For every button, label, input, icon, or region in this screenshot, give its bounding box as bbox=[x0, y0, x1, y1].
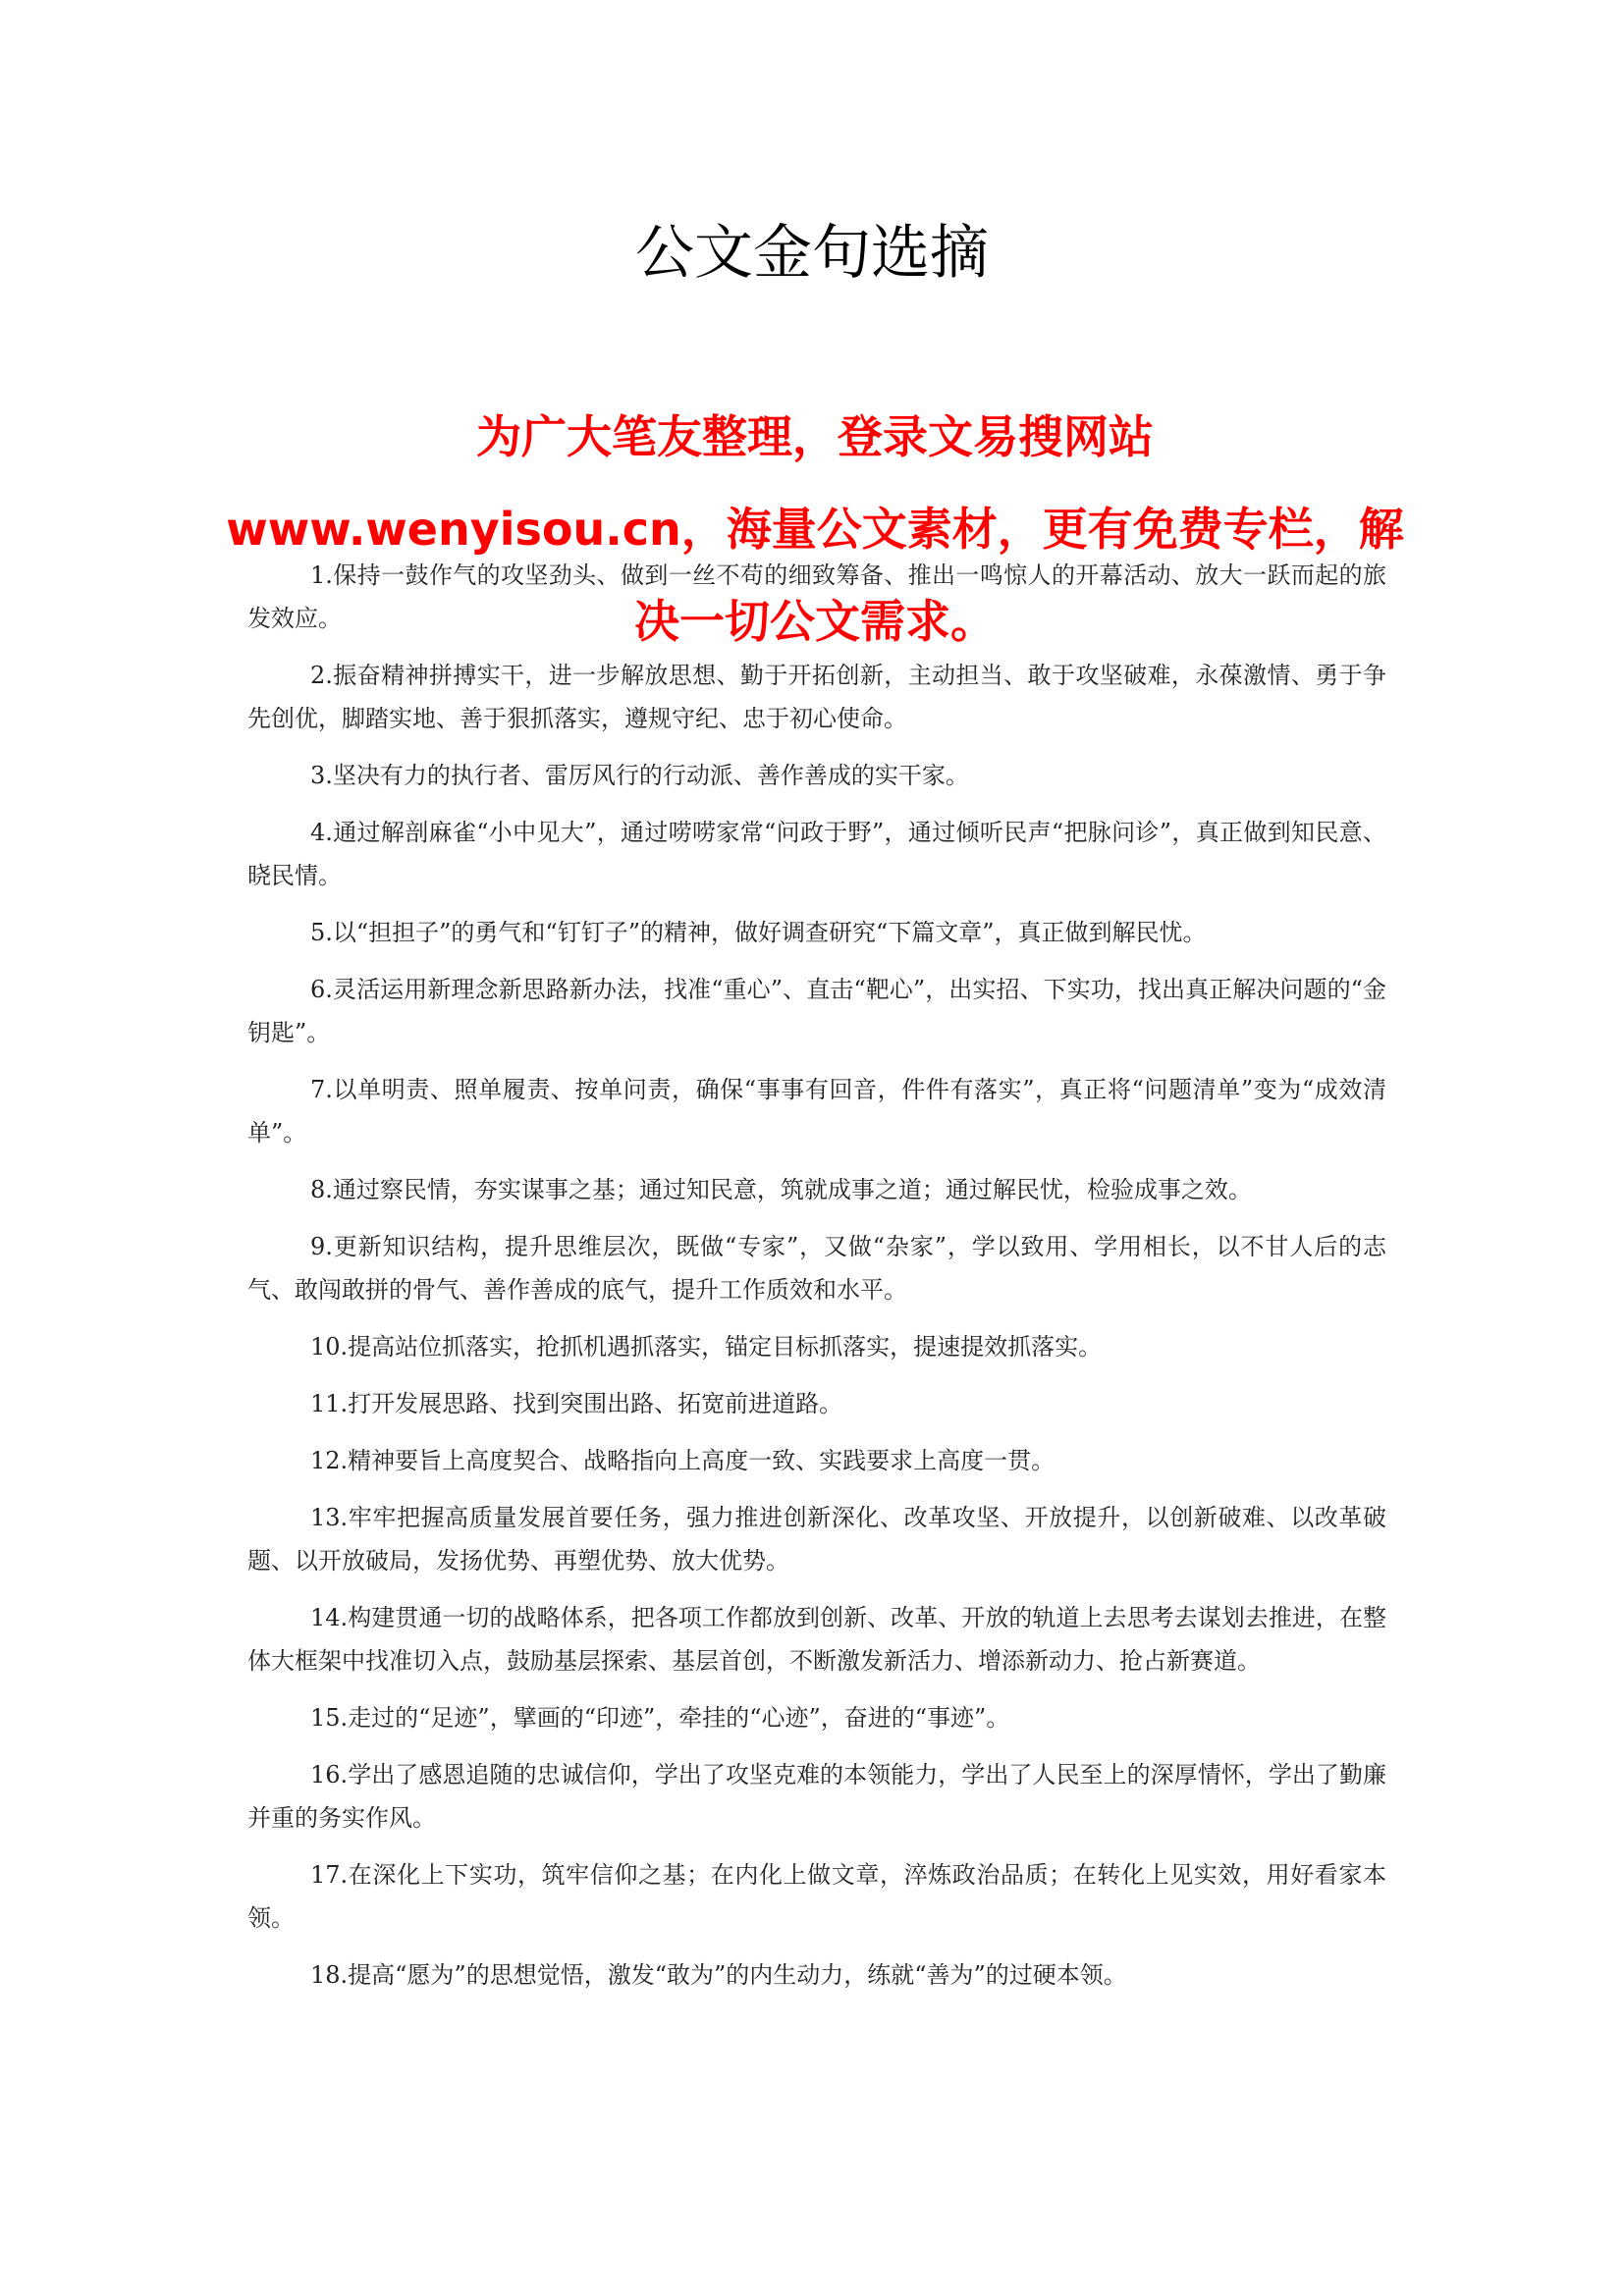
quote-item: 3.坚决有力的执行者、雷厉风行的行动派、善作善成的实干家。 bbox=[310, 762, 969, 789]
quote-item: 17.在深化上下实功，筑牢信仰之基；在内化上做文章，淬炼政治品质；在转化上见实效，用好看家本领。 bbox=[247, 1861, 1386, 1932]
quote-item: 18.提高“愿为”的思想觉悟，激发“敢为”的内生动力，练就“善为”的过硬本领。 bbox=[310, 1961, 1127, 1989]
quote-item: 6.灵活运用新理念新思路新办法，找准“重心”、直击“靶心”，出实招、下实功，找出真正解决问题的“金钥匙”。 bbox=[247, 976, 1386, 1046]
document-title: 公文金句选摘 bbox=[635, 219, 989, 288]
quote-item: 2.振奋精神拼搏实干，进一步解放思想、勤于开拓创新，主动担当、敢于攻坚破难，永葆激情、勇于争先创优，脚踏实地、善于狠抓落实，遵规守纪、忠于初心使命。 bbox=[247, 662, 1386, 732]
quote-item: 15.走过的“足迹”，擘画的“印迹”，牵挂的“心迹”，奋进的“事迹”。 bbox=[310, 1704, 1010, 1732]
quote-item: 5.以“担担子”的勇气和“钉钉子”的精神，做好调查研究“下篇文章”，真正做到解民忧。 bbox=[310, 919, 1207, 946]
quote-item: 1.保持一鼓作气的攻坚劲头、做到一丝不苟的细致筹备、推出一鸣惊人的开幕活动、放大一跃而起的旅发效应。 bbox=[247, 561, 1386, 632]
promo-banner: 为广大笔友整理，登录文易搜网站 www.wenyisou.cn，海量公文素材，更有免费专栏，解决一切公文需求。 bbox=[226, 410, 1404, 648]
quote-item: 9.更新知识结构，提升思维层次，既做“专家”，又做“杂家”，学以致用、学用相长，以不甘人后的志气、敢闯敢拼的骨气、善作善成的底气，提升工作质效和水平。 bbox=[247, 1233, 1386, 1304]
quote-list bbox=[247, 554, 1386, 2010]
quote-item: 11.打开发展思路、找到突围出路、拓宽前进道路。 bbox=[310, 1390, 843, 1417]
quote-item: 13.牢牢把握高质量发展首要任务，强力推进创新深化、改革攻坚、开放提升，以创新破难、以改革破题、以开放破局，发扬优势、再塑优势、放大优势。 bbox=[247, 1504, 1386, 1575]
quote-item: 14.构建贯通一切的战略体系，把各项工作都放到创新、改革、开放的轨道上去思考去谋划去推进，在整体大框架中找准切入点，鼓励基层探索、基层首创，不断激发新活力、增添新动力、抢占新赛道。 bbox=[247, 1604, 1386, 1675]
quote-item: 12.精神要旨上高度契合、战略指向上高度一致、实践要求上高度一贯。 bbox=[310, 1447, 1056, 1474]
quote-item: 16.学出了感恩追随的忠诚信仰，学出了攻坚克难的本领能力，学出了人民至上的深厚情怀，学出了勤廉并重的务实作风。 bbox=[247, 1761, 1386, 1832]
quote-item: 4.通过解剖麻雀“小中见大”，通过唠唠家常“问政于野”，通过倾听民声“把脉问诊”，真正做到知民意、晓民情。 bbox=[247, 819, 1386, 889]
quote-item: 7.以单明责、照单履责、按单问责，确保“事事有回音，件件有落实”，真正将“问题清单”变为“成效清单”。 bbox=[247, 1076, 1386, 1147]
quote-item: 10.提高站位抓落实，抢抓机遇抓落实，锚定目标抓落实，提速提效抓落实。 bbox=[310, 1333, 1103, 1361]
quote-item: 8.通过察民情，夯实谋事之基；通过知民意，筑就成事之道；通过解民忧，检验成事之效。 bbox=[310, 1176, 1252, 1203]
